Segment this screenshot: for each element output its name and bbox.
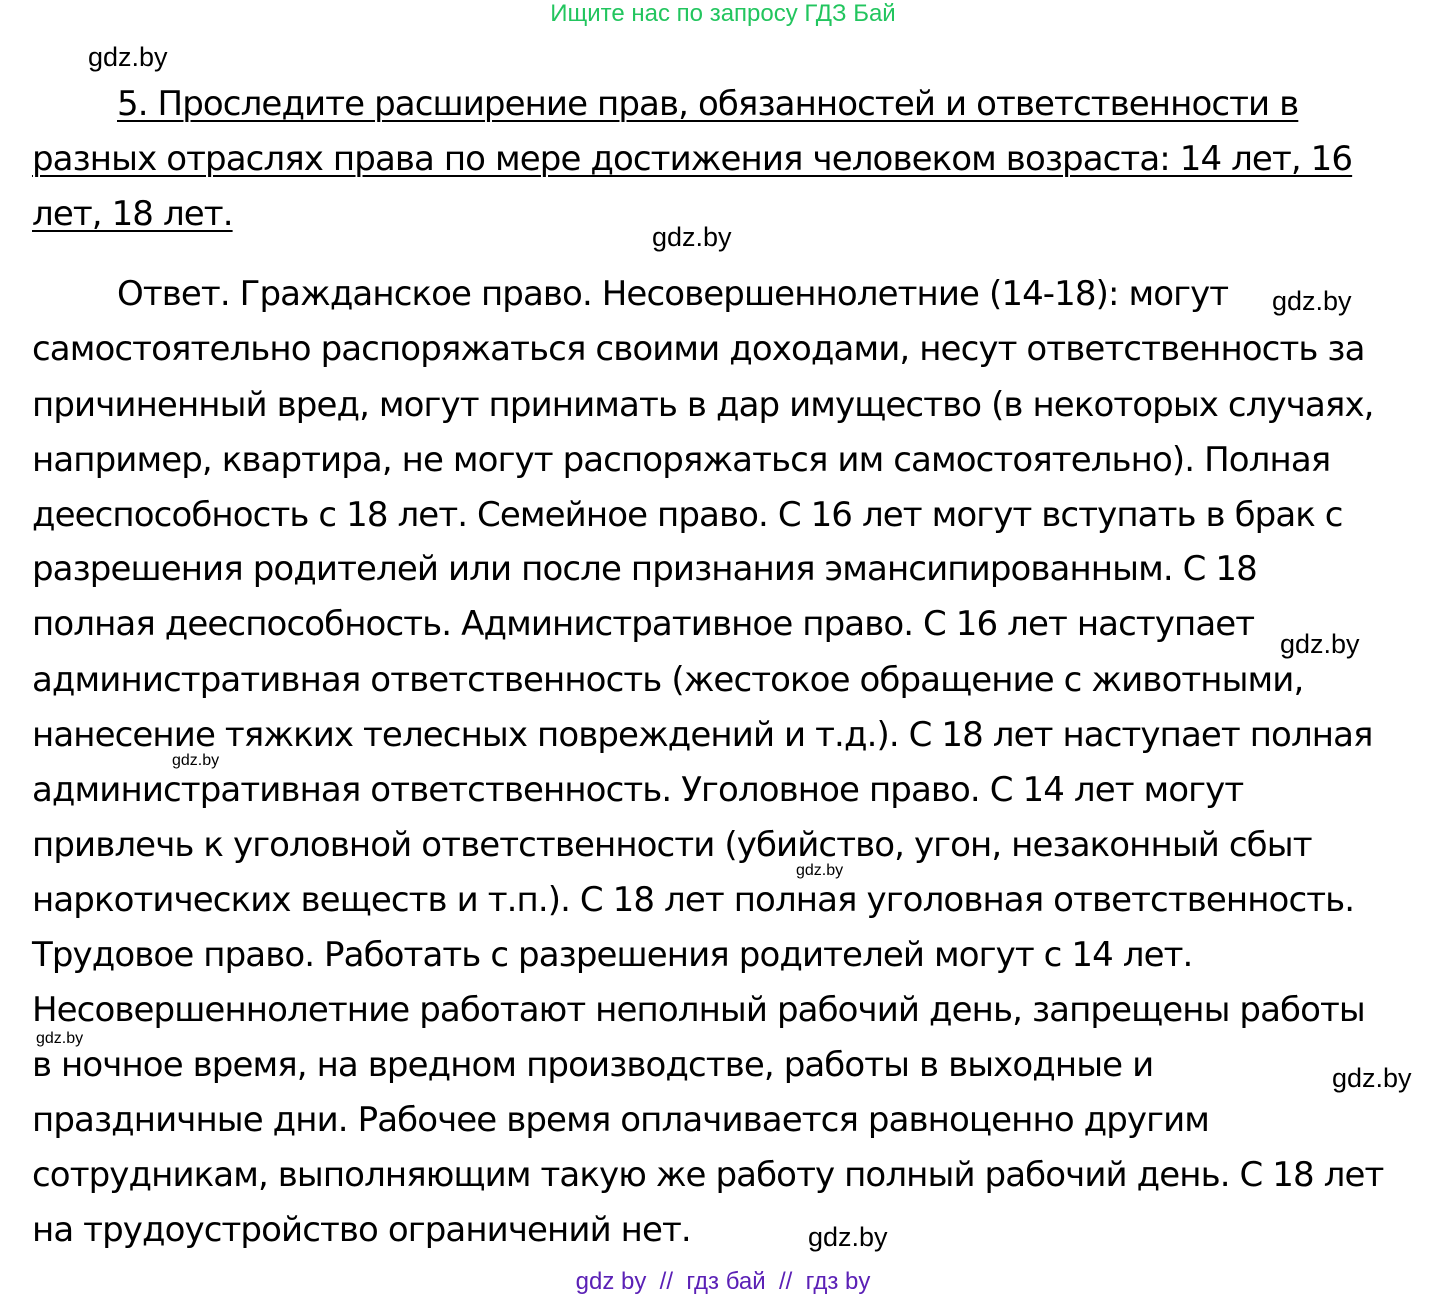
answer-line: разрешения родителей или после признания эмансипированным. С 18 xyxy=(32,549,1257,589)
answer-line: наркотических веществ и т.п.). С 18 лет полная уголовная ответственность. xyxy=(32,880,1355,920)
watermark: gdz.by xyxy=(36,1030,84,1047)
watermark: gdz.by xyxy=(1332,1063,1412,1093)
answer-line: Трудовое право. Работать с разрешения родителей могут с 14 лет. xyxy=(32,935,1193,975)
question-line: 5. Проследите расширение прав, обязанностей и ответственности в xyxy=(117,84,1299,124)
answer-line: причиненный вред, могут принимать в дар имущество (в некоторых случаях, xyxy=(32,385,1374,425)
answer-line: на трудоустройство ограничений нет. xyxy=(32,1210,691,1250)
answer-line: административная ответственность (жестокое обращение с животными, xyxy=(32,660,1304,700)
answer-line: праздничные дни. Рабочее время оплачивается равноценно другим xyxy=(32,1100,1210,1140)
watermark: gdz.by xyxy=(172,752,220,769)
answer-line: например, квартира, не могут распоряжаться им самостоятельно). Полная xyxy=(32,440,1331,480)
answer-line: Ответ. Гражданское право. Несовершеннолетние (14-18): могут xyxy=(117,274,1229,314)
watermark: gdz.by xyxy=(652,222,732,252)
answer-line: привлечь к уголовной ответственности (убийство, угон, незаконный сбыт xyxy=(32,825,1312,865)
watermark: gdz.by xyxy=(1280,629,1360,659)
top-banner: Ищите нас по запросу ГДЗ Бай xyxy=(550,0,896,27)
answer-line: нанесение тяжких телесных повреждений и т.д.). С 18 лет наступает полная xyxy=(32,715,1373,755)
answer-line: в ночное время, на вредном производстве, работы в выходные и xyxy=(32,1045,1154,1085)
question-line: разных отраслях права по мере достижения человеком возраста: 14 лет, 16 xyxy=(32,139,1353,179)
watermark: gdz.by xyxy=(808,1222,888,1252)
answer-line: сотрудникам, выполняющим такую же работу полный рабочий день. С 18 лет xyxy=(32,1155,1384,1195)
answer-line: административная ответственность. Уголовное право. С 14 лет могут xyxy=(32,770,1244,810)
answer-line: полная дееспособность. Административное право. С 16 лет наступает xyxy=(32,604,1255,644)
answer-line: Несовершеннолетние работают неполный рабочий день, запрещены работы xyxy=(32,990,1365,1030)
footer-links: gdz by // гдз бай // гдз by xyxy=(575,1268,871,1295)
question-line: лет, 18 лет. xyxy=(32,194,233,234)
answer-line: дееспособность с 18 лет. Семейное право. С 16 лет могут вступать в брак с xyxy=(32,495,1343,535)
watermark: gdz.by xyxy=(88,42,168,72)
watermark: gdz.by xyxy=(1272,286,1352,316)
watermark: gdz.by xyxy=(796,862,844,879)
answer-line: самостоятельно распоряжаться своими доходами, несут ответственность за xyxy=(32,329,1365,369)
